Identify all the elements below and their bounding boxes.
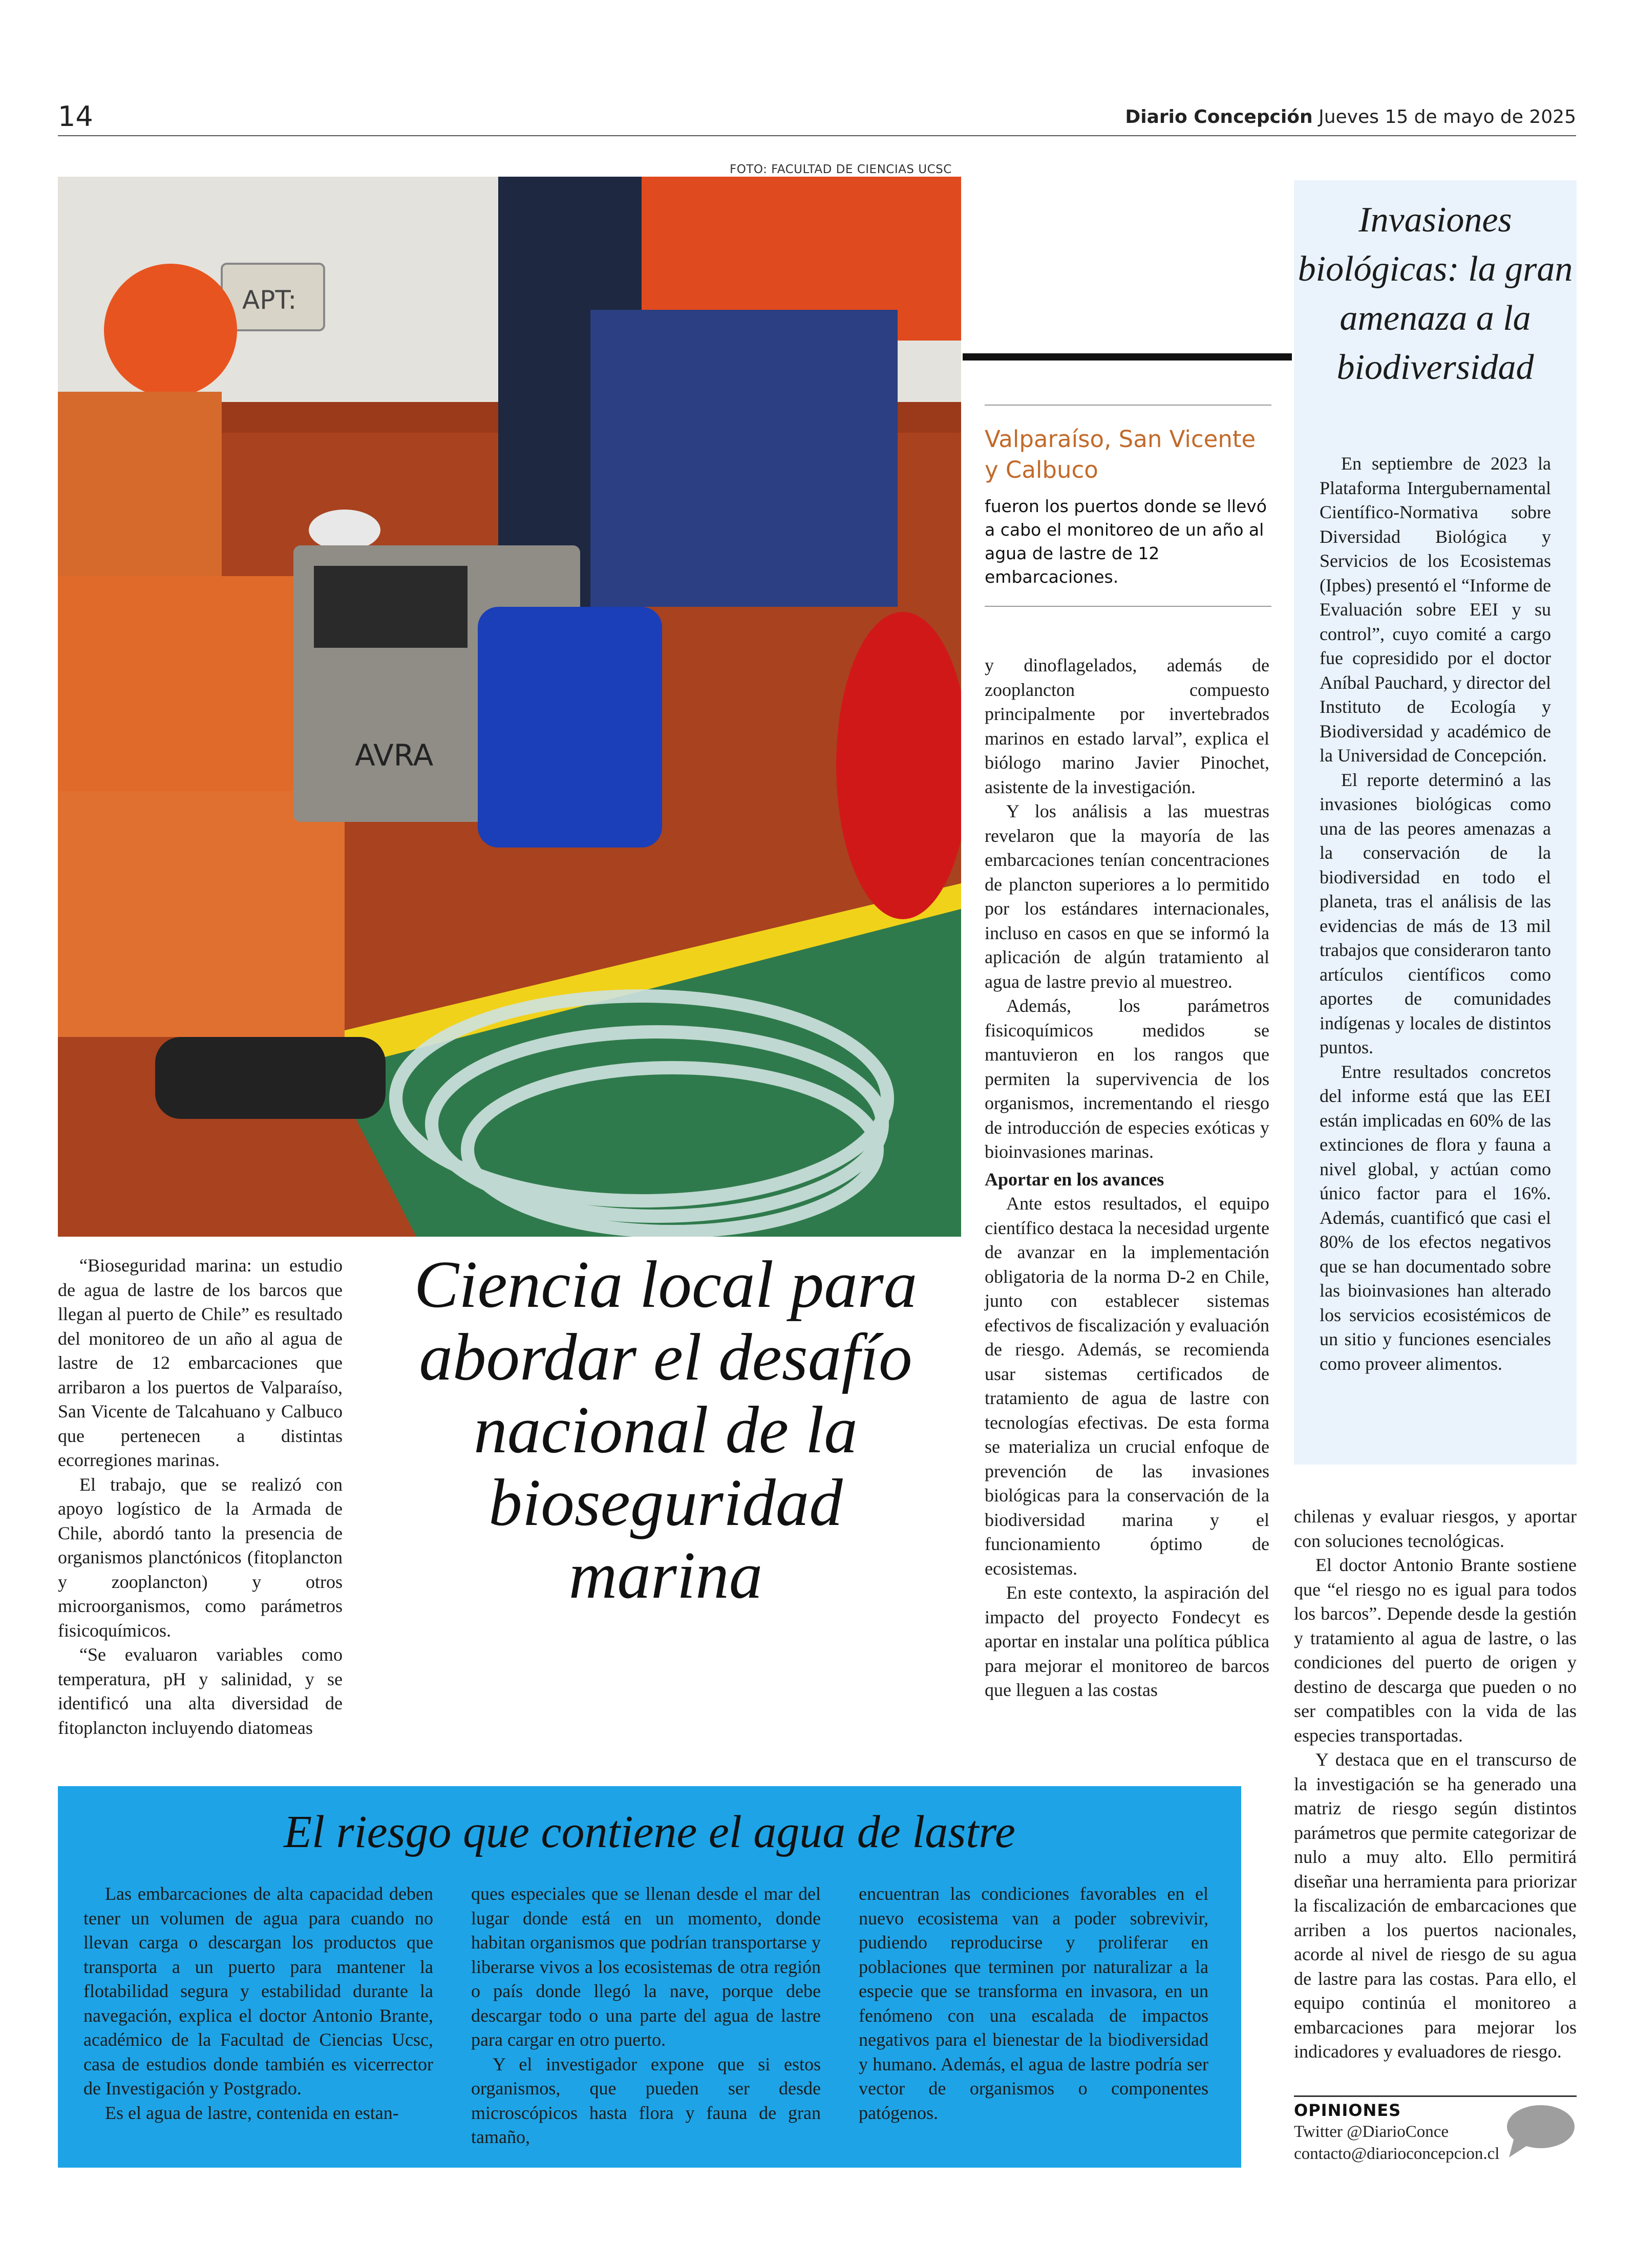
article-photo	[58, 177, 961, 1237]
info-box-paragraph: Y el investigador expone que si estos organismos, que pueden ser desde microscópicos hasta flora y fauna de gran tamaño,	[471, 2053, 821, 2147]
article-subhead: Aportar en los avances	[985, 1169, 1164, 1190]
blue-jerrycan	[478, 607, 662, 847]
opinions-title: OPINIONES	[1294, 2101, 1401, 2120]
photo-credit: FOTO: FACULTAD DE CIENCIAS UCSC	[730, 163, 952, 176]
article-paragraph: chilenas y evaluar riesgos, y aportar con soluciones tecnológicas.	[1294, 1506, 1577, 1551]
article-column-4	[1294, 1504, 1577, 2064]
speech-bubble-icon	[1504, 2102, 1576, 2158]
article-paragraph: En este contexto, la aspiración del impacto del proyecto Fondecyt es aportar en instalar una política pública para mejorar el monitoreo de barcos que lleguen a las costas	[985, 1582, 1269, 1700]
article-paragraph: Además, los parámetros fisicoquímicos medidos se mantuvieron en los rangos que permiten la supervivencia de los organismos, incrementando el riesgo de introducción de especies exóticas y bioinvasiones marinas.	[985, 995, 1269, 1162]
info-box-title: El riesgo que contiene el agua de lastre	[284, 1807, 1015, 1857]
opinions-twitter: Twitter @DiarioConce	[1294, 2123, 1449, 2141]
wall-sign-text: APT:	[242, 285, 297, 315]
issue-date: Jueves 15 de mayo de 2025	[1319, 107, 1576, 128]
masthead	[1125, 107, 1576, 128]
article-paragraph: Y los análisis a las muestras revelaron que la mayoría de las embarcaciones tenían concentraciones de plancton superiores a lo permitido por los estándares internacionales, incluso en casos en que se informó la aplicación de algún tratamiento al agua de lastre previo al muestreo.	[985, 801, 1269, 992]
info-box-paragraph: ques especiales que se llenan desde el mar del lugar donde está en un momento, donde habitan organismos que podrían transportarse y liberarse vivos a los ecosistemas de otra región o país donde llegó la nave, porque debe descargar todo o una parte del agua de lastre para cargar en otro puerto.	[471, 1883, 821, 2050]
article-paragraph: El doctor Antonio Brante sostiene que “el riesgo no es igual para todos los barcos”. Depende desde la gestión y tratamiento al agua de lastre, o las condiciones del puerto de origen y destino de descarga que pueden o no ser compatibles con la vida de las especies transportadas.	[1294, 1555, 1577, 1746]
pull-quote-body: fueron los puertos donde se llevó a cabo el monitoreo de un año al agua de lastre de 12 embarcaciones.	[985, 496, 1267, 587]
pull-quote-rule-bottom	[985, 606, 1271, 607]
sidebar-paragraph: Entre resultados concretos del informe está que las EEI están implicadas en 60% de las extinciones de flora y fauna a nivel global, y actúan como único factor para el 16%. Además, cuantificó que casi el 80% de los efectos negativos que se han documentado sobre las bioinvasiones han alterado los servicios ecosistémicos de un sitio y funciones esenciales como proveer alimentos.	[1320, 1061, 1551, 1374]
info-box-column-3	[859, 1882, 1208, 2125]
pull-quote-rule-top	[985, 405, 1271, 406]
newspaper-name: Diario Concepción	[1125, 107, 1313, 128]
opinions-rule	[1294, 2095, 1577, 2097]
article-paragraph: El trabajo, que se realizó con apoyo logístico de la Armada de Chile, abordó tanto la presencia de organismos planctónicos (fitoplancton y zooplancton) y otros microorganismos, como parámetros fisicoquímicos.	[58, 1474, 343, 1641]
info-box-column-1	[83, 1882, 433, 2125]
pull-quote-title: Valparaíso, San Vicente y Calbuco	[985, 426, 1256, 483]
sidebar-paragraph: En septiembre de 2023 la Plataforma Intergubernamental Científico-Normativa sobre Diversidad Biológica y Servicios de los Ecosistemas (Ipbes) presentó el “Informe de Evaluación sobre EEI y su control”, cuyo comité a cargo fue copresidido por el doctor Aníbal Pauchard, y director del Instituto de Ecología y Biodiversidad y académico de la Universidad de Concepción.	[1320, 453, 1551, 766]
info-box-paragraph: Es el agua de lastre, contenida en estan-	[105, 2102, 399, 2123]
sidebar-title: Invasiones biológicas: la gran amenaza a la biodiversidad	[1298, 200, 1573, 387]
article-paragraph: Y destaca que en el transcurso de la investigación se ha generado una matriz de riesgo según distintos parámetros que permite categorizar de nulo a muy alto. Ello permitirá diseñar una herramienta para priorizar la fiscalización de embarcaciones que arriben a los puertos nacionales, acorde al nivel de riesgo de su agua de lastre para las costas. Para ello, el equipo continúa el monitoreo a embarcaciones para mejorar los indicadores y evaluadores de riesgo.	[1294, 1749, 1577, 2062]
article-paragraph: “Bioseguridad marina: un estudio de agua de lastre de los barcos que llegan al puerto de Chile” es resultado del monitoreo de un año al agua de lastre de 12 embarcaciones que arribaron a los puertos de Valparaíso, San Vicente de Talcahuano y Calbuco que pertenecen a distintas ecorregiones marinas.	[58, 1255, 343, 1470]
sidebar-text	[1320, 452, 1551, 1376]
photo-illustration	[58, 177, 961, 1237]
info-box-paragraph: Las embarcaciones de alta capacidad deben tener un volumen de agua para cuando no llevan carga o descargan los productos que transporta a un puerto para mantener la flotabilidad segura y estabilidad durante la navegación, explica el doctor Antonio Brante, académico de la Facultad de Ciencias Ucsc, casa de estudios donde también es vicerrector de Investigación y Postgrado.	[83, 1883, 433, 2099]
article-column-3	[985, 653, 1269, 1703]
info-box-column-2	[471, 1882, 821, 2150]
sidebar-paragraph: El reporte determinó a las invasiones biológicas como una de las peores amenazas a la conservación de la biodiversidad en todo el planeta, tras el análisis de las evidencias de más de 13 mil trabajos que consideraron tanto artículos científicos como aportes de comunidades indígenas y locales de distintos puntos.	[1320, 769, 1551, 1057]
info-box-paragraph: encuentran las condiciones favorables en el nuevo ecosistema van a poder sobrevivir, pudiendo reproducirse y proliferar en poblaciones que terminen por naturalizar a la especie que se transforma en invasora, en un fenómeno con una escalada de impactos negativos para el bienestar de la biodiversidad y humano. Además, el agua de lastre podría ser vector de organismos o componentes patógenos.	[859, 1883, 1208, 2123]
page-number: 14	[58, 100, 93, 133]
article-paragraph: Ante estos resultados, el equipo científico destaca la necesidad urgente de avanzar en la implementación obligatoria de la norma D-2 en Chile, junto con establecer sistemas efectivos de fiscalización y evaluación de riesgo. Además, se recomienda usar sistemas certificados de tratamiento de agua de lastre con tecnologías efectivas. De esta forma se materializa un crucial enfoque de prevención de las invasiones biológicas para la conservación de la biodiversidad marina y el funcionamiento óptimo de ecosistemas.	[985, 1193, 1269, 1579]
article-paragraph: “Se evaluaron variables como temperatura, pH y salinidad, y se identificó una alta diversidad de fitoplancton incluyendo diatomeas	[58, 1644, 343, 1738]
section-rule	[963, 353, 1292, 361]
machine-label: AVRA	[355, 738, 434, 773]
header-rule	[58, 135, 1576, 136]
article-column-1	[58, 1254, 343, 1740]
article-paragraph: y dinoflagelados, además de zooplancton compuesto principalmente por invertebrados marinos en estado larval”, explica el biólogo marino Javier Pinochet, asistente de la investigación.	[985, 655, 1269, 797]
hard-hat	[104, 264, 237, 397]
headline: Ciencia local para abordar el desafío nacional de la bioseguridad marina	[414, 1247, 918, 1613]
opinions-email: contacto@diarioconcepcion.cl	[1294, 2145, 1500, 2163]
